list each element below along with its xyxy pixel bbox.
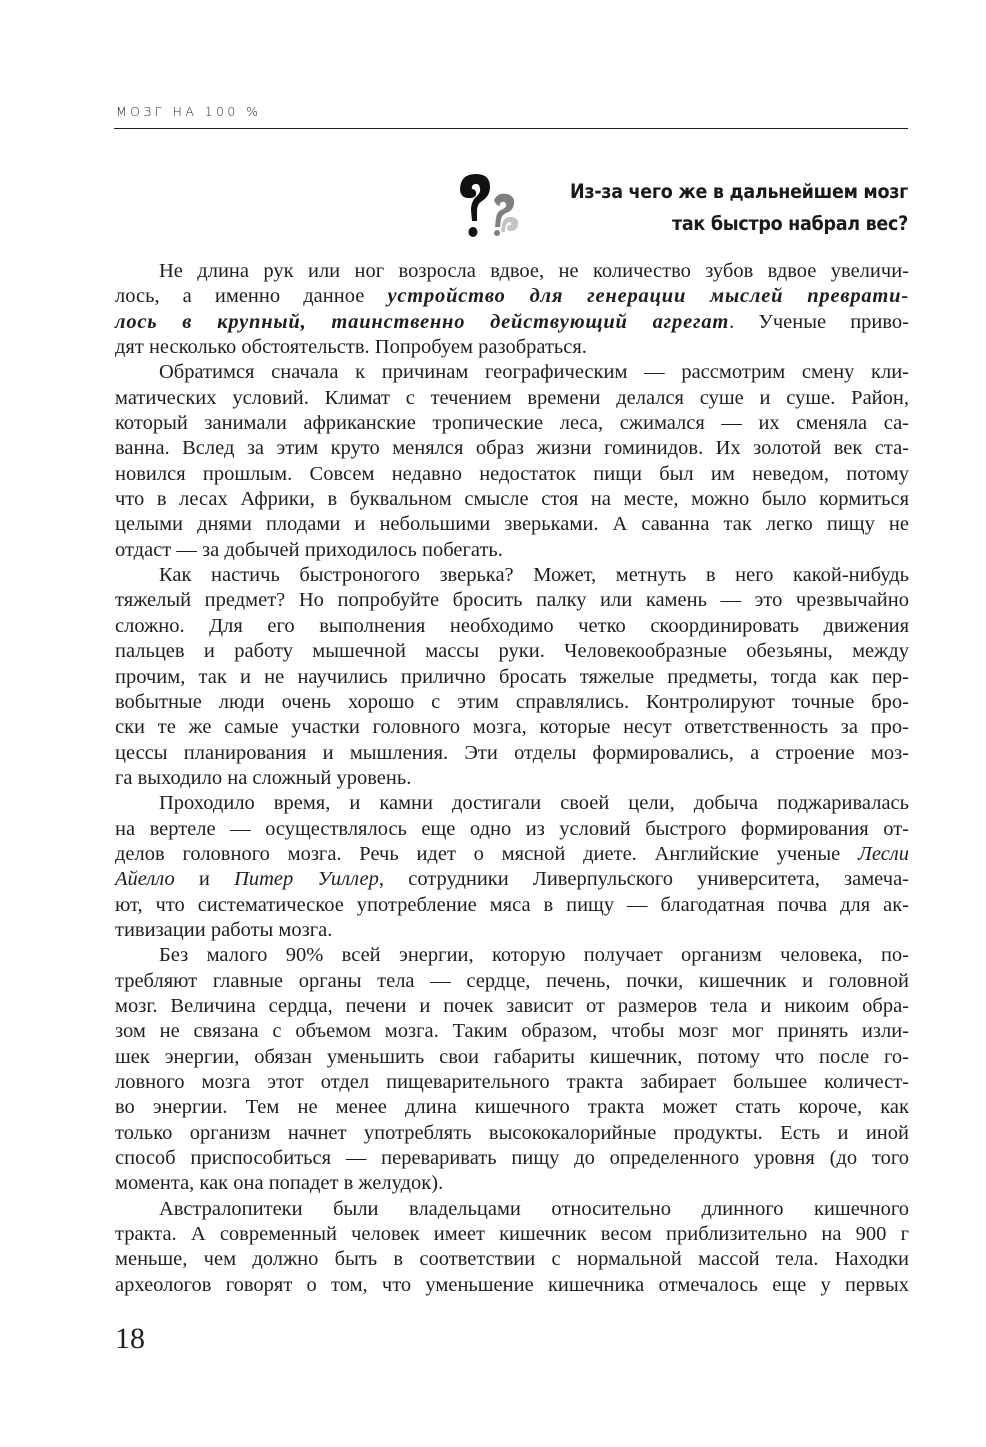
text-line: мозг. Величина сердца, печени и почек зависит от размеров тела и никоим обра-: [115, 994, 909, 1017]
text-line: цессы планирования и мышления. Эти отделы формировались, а строение моз-: [115, 741, 909, 764]
text-line: целыми днями плодами и небольшими зверьками. А саванна так легко пищу не: [115, 513, 909, 536]
text-line: Обратимся сначала к причинам географическим — рассмотрим смену кли-: [159, 361, 909, 384]
text-line: прочим, так и не научились прилично бросать тяжелые предметы, тогда как пер-: [115, 665, 909, 688]
emphasis-italic: Питер Уиллер: [234, 868, 379, 891]
text-line: вобытные люди очень хорошо с этим справлялись. Контролируют точные бро-: [115, 690, 909, 713]
text-run: и: [174, 868, 235, 891]
question-line-2: так быстро набрал вес?: [672, 212, 908, 235]
text-line: Как настичь быстроногого зверька? Может, метнуть в него какой-нибудь: [159, 564, 909, 587]
question-heading: [570, 176, 908, 240]
text-line: сложно. Для его выполнения необходимо четко скоординировать движения: [115, 614, 909, 637]
question-callout: [458, 172, 908, 242]
text-line: [115, 310, 909, 335]
text-line: шек энергии, обязан уменьшить свои габариты кишечник, потому что после го-: [115, 1045, 909, 1068]
text-line: ски те же самые участки головного мозга, которые несут ответственность за про-: [115, 716, 909, 739]
emphasis-bold-italic: устройство для генерации мыслей преврати-: [387, 285, 909, 308]
text-line: меньше, чем должно быть в соответствии с нормальной массой тела. Находки: [115, 1248, 909, 1271]
text-line: на вертеле — осуществлялось еще одно из условий быстрого формирования от-: [115, 817, 909, 840]
question-marks-icon: [458, 172, 528, 242]
text-line: момента, как она попадет в желудок).: [115, 1172, 444, 1195]
text-line: способ приспособиться — переваривать пищу до определенного уровня (до того: [115, 1147, 909, 1170]
text-line: ванна. Вслед за этим круто менялся образ жизни гоминидов. Их золотой век ста-: [115, 437, 909, 460]
text-line: археологов говорят о том, что уменьшение кишечника отмечалось еще у первых: [115, 1273, 909, 1296]
text-line: зом не связана с объемом мозга. Таким образом, чтобы мозг мог принять изли-: [115, 1020, 909, 1043]
question-line-1: Из-за чего же в дальнейшем мозг: [570, 180, 908, 203]
text-line: во энергии. Тем не менее длина кишечного тракта может стать короче, как: [115, 1096, 909, 1119]
header-rule: [114, 128, 908, 129]
text-line: требляют главные органы тела — сердце, печень, почки, кишечник и головной: [115, 969, 909, 992]
text-line: тяжелый предмет? Но попробуйте бросить палку или камень — это чрезвычайно: [115, 589, 909, 612]
text-line: Проходило время, и камни достигали своей цели, добыча поджаривалась: [159, 792, 909, 815]
text-line: ют, что систематическое употребление мяса в пищу — благодатная почва для ак-: [115, 893, 909, 916]
text-line: Австралопитеки были владельцами относительно длинного кишечного: [159, 1197, 909, 1220]
text-run: , сотрудники Ливерпульского университета, замеча-: [378, 868, 909, 891]
text-line: тивизации работы мозга.: [115, 918, 333, 941]
text-line: что в лесах Африки, в буквальном смысле стоя на месте, можно было кормиться: [115, 488, 909, 511]
text-line: Без малого 90% всей энергии, которую получает организм человека, по-: [159, 944, 909, 967]
emphasis-italic: Айелло: [115, 868, 175, 891]
text-line: Не длина рук или ног возросла вдвое, не количество зубов вдвое увеличи-: [159, 260, 909, 282]
running-head: МОЗГ НА 100 %: [116, 104, 262, 119]
page-number: 18: [115, 1322, 145, 1355]
text-run: лось, а именно данное: [115, 285, 388, 308]
text-line: пальцев и работу мышечной массы руки. Человекообразные обезьяны, между: [115, 640, 909, 663]
emphasis-bold-italic: лось в крупный, таинственно действующий агрегат: [115, 310, 730, 333]
emphasis-italic: Лесли: [858, 842, 909, 865]
text-line: который занимали африканские тропические леса, сжимался — их сменяла са-: [115, 412, 909, 435]
text-line: га выходило на сложный уровень.: [115, 766, 412, 789]
text-line: [115, 867, 909, 892]
text-run: делов головного мозга. Речь идет о мясной диете. Английские ученые: [115, 842, 858, 865]
text-line: новился прошлым. Совсем недавно недостаток пищи был им неведом, потому: [115, 462, 909, 485]
text-line: тракта. А современный человек имеет кишечник весом приблизительно на 900 г: [115, 1223, 909, 1246]
text-line: матических условий. Климат с течением времени делался суше и суше. Район,: [115, 386, 909, 409]
text-line: отдаст — за добычей приходилось побегать.: [115, 538, 503, 561]
text-line: только организм начнет употреблять высококалорийные продукты. Есть и иной: [115, 1121, 909, 1144]
text-line: [115, 284, 909, 309]
text-line: [115, 842, 909, 867]
text-line: дят несколько обстоятельств. Попробуем разобраться.: [115, 336, 587, 359]
body-text: [115, 259, 909, 1298]
text-line: ловного мозга этот отдел пищеварительного тракта забирает большее количест-: [115, 1071, 909, 1093]
text-run: . Ученые приво-: [729, 310, 909, 333]
